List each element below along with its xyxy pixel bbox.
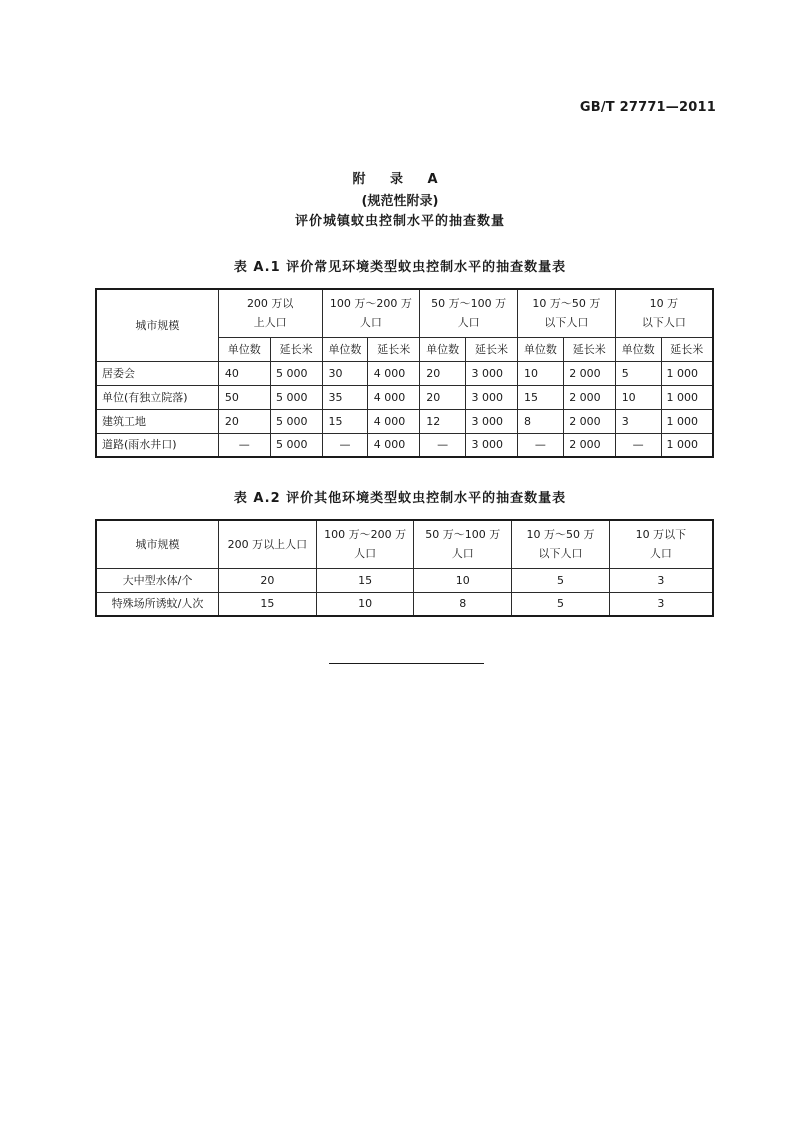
table-cell: 5 000 bbox=[270, 385, 322, 409]
group-line2: 以下人口 bbox=[544, 316, 589, 330]
table-cell: 4 000 bbox=[368, 409, 420, 433]
table-a1 bbox=[95, 288, 714, 458]
table-cell: 3 000 bbox=[466, 385, 518, 409]
table-a2-group-header bbox=[316, 520, 414, 568]
table-a2-group-header bbox=[609, 520, 713, 568]
table-cell: 10 bbox=[517, 361, 563, 385]
table-cell: 20 bbox=[218, 409, 270, 433]
subheader-units: 单位数 bbox=[517, 337, 563, 361]
table-cell: — bbox=[517, 433, 563, 457]
row-label: 居委会 bbox=[96, 361, 218, 385]
table-a2-group-header bbox=[219, 520, 317, 568]
table-row bbox=[96, 409, 713, 433]
table-a2-group-header bbox=[414, 520, 512, 568]
table-a2 bbox=[95, 519, 714, 617]
table-cell: 15 bbox=[316, 568, 414, 592]
table-cell: 20 bbox=[420, 361, 466, 385]
group-line1: 10 万以下 bbox=[635, 528, 687, 542]
table-row bbox=[96, 361, 713, 385]
row-label: 道路(雨水井口) bbox=[96, 433, 218, 457]
table-cell: — bbox=[615, 433, 661, 457]
table-cell: — bbox=[218, 433, 270, 457]
table-cell: 3 000 bbox=[466, 433, 518, 457]
table-row bbox=[96, 568, 713, 592]
appendix-type: (规范性附录) bbox=[361, 194, 439, 209]
table-a1-group-header bbox=[517, 289, 615, 337]
table-cell: 12 bbox=[420, 409, 466, 433]
table-cell: 1 000 bbox=[661, 409, 713, 433]
table-a1-group-header bbox=[615, 289, 713, 337]
table-cell: 35 bbox=[322, 385, 368, 409]
table-cell: 2 000 bbox=[563, 409, 615, 433]
group-line2: 上人口 bbox=[253, 316, 287, 330]
table-cell: 15 bbox=[517, 385, 563, 409]
table-cell: 10 bbox=[615, 385, 661, 409]
table-cell: 20 bbox=[219, 568, 317, 592]
table-cell: 2 000 bbox=[563, 433, 615, 457]
row-label: 单位(有独立院落) bbox=[96, 385, 218, 409]
group-line2: 人口 bbox=[354, 547, 377, 561]
appendix-title: 附 录 A bbox=[352, 172, 448, 187]
table-cell: 20 bbox=[420, 385, 466, 409]
table-cell: 15 bbox=[219, 592, 317, 616]
table-cell: 1 000 bbox=[661, 361, 713, 385]
table-cell: 2 000 bbox=[563, 361, 615, 385]
table-cell: 5 bbox=[512, 568, 610, 592]
subheader-meters: 延长米 bbox=[563, 337, 615, 361]
table-row bbox=[96, 385, 713, 409]
table-a2-caption: 表 A.2 评价其他环境类型蚊虫控制水平的抽查数量表 bbox=[233, 491, 567, 506]
subheader-units: 单位数 bbox=[322, 337, 368, 361]
group-line2: 人口 bbox=[451, 547, 474, 561]
end-rule bbox=[329, 663, 484, 664]
subheader-units: 单位数 bbox=[218, 337, 270, 361]
subheader-meters: 延长米 bbox=[661, 337, 713, 361]
table-cell: 3 000 bbox=[466, 361, 518, 385]
group-line1: 50 万～100 万 bbox=[425, 528, 501, 542]
table-cell: 5 bbox=[615, 361, 661, 385]
table-cell: 30 bbox=[322, 361, 368, 385]
table-cell: 3 bbox=[609, 592, 713, 616]
table-cell: 8 bbox=[517, 409, 563, 433]
table-cell: 40 bbox=[218, 361, 270, 385]
row-label: 大中型水体/个 bbox=[96, 568, 219, 592]
table-cell: 5 000 bbox=[270, 361, 322, 385]
group-line2: 人口 bbox=[457, 316, 480, 330]
table-row bbox=[96, 433, 713, 457]
group-line1: 100 万～200 万 bbox=[324, 528, 407, 542]
table-cell: 50 bbox=[218, 385, 270, 409]
group-line1: 10 万～50 万 bbox=[532, 297, 601, 311]
group-line2: 以下人口 bbox=[538, 547, 583, 561]
table-cell: 3 bbox=[615, 409, 661, 433]
table-a1-corner: 城市规模 bbox=[96, 289, 218, 361]
table-a1-group-header bbox=[420, 289, 518, 337]
subheader-meters: 延长米 bbox=[368, 337, 420, 361]
subheader-units: 单位数 bbox=[615, 337, 661, 361]
standard-code: GB/T 27771—2011 bbox=[579, 100, 716, 115]
table-a1-group-header bbox=[322, 289, 420, 337]
table-a2-group-header bbox=[512, 520, 610, 568]
table-cell: 5 bbox=[512, 592, 610, 616]
group-line2: 人口 bbox=[649, 547, 672, 561]
table-cell: 10 bbox=[414, 568, 512, 592]
group-line2: 以下人口 bbox=[641, 316, 686, 330]
table-cell: 5 000 bbox=[270, 409, 322, 433]
group-line1: 50 万～100 万 bbox=[431, 297, 507, 311]
table-cell: 10 bbox=[316, 592, 414, 616]
row-label: 建筑工地 bbox=[96, 409, 218, 433]
table-cell: 2 000 bbox=[563, 385, 615, 409]
table-cell: — bbox=[420, 433, 466, 457]
appendix-name: 评价城镇蚊虫控制水平的抽查数量 bbox=[294, 214, 505, 229]
group-line1: 100 万～200 万 bbox=[329, 297, 412, 311]
table-cell: 4 000 bbox=[368, 385, 420, 409]
group-line1: 10 万 bbox=[649, 297, 679, 311]
table-cell: 15 bbox=[322, 409, 368, 433]
table-cell: 3 000 bbox=[466, 409, 518, 433]
row-label: 特殊场所诱蚊/人次 bbox=[96, 592, 219, 616]
group-line2: 人口 bbox=[359, 316, 382, 330]
group-line1: 10 万～50 万 bbox=[526, 528, 595, 542]
table-cell: 1 000 bbox=[661, 433, 713, 457]
table-a1-caption: 表 A.1 评价常见环境类型蚊虫控制水平的抽查数量表 bbox=[233, 260, 567, 275]
table-row bbox=[96, 592, 713, 616]
table-a2-corner: 城市规模 bbox=[96, 520, 219, 568]
group-line1: 200 万以上人口 bbox=[227, 537, 308, 551]
table-cell: — bbox=[322, 433, 368, 457]
table-cell: 4 000 bbox=[368, 433, 420, 457]
group-line1: 200 万以 bbox=[246, 297, 294, 311]
subheader-meters: 延长米 bbox=[270, 337, 322, 361]
table-cell: 1 000 bbox=[661, 385, 713, 409]
table-cell: 5 000 bbox=[270, 433, 322, 457]
table-cell: 3 bbox=[609, 568, 713, 592]
table-cell: 8 bbox=[414, 592, 512, 616]
table-a1-group-header bbox=[218, 289, 322, 337]
subheader-meters: 延长米 bbox=[466, 337, 518, 361]
subheader-units: 单位数 bbox=[420, 337, 466, 361]
table-cell: 4 000 bbox=[368, 361, 420, 385]
